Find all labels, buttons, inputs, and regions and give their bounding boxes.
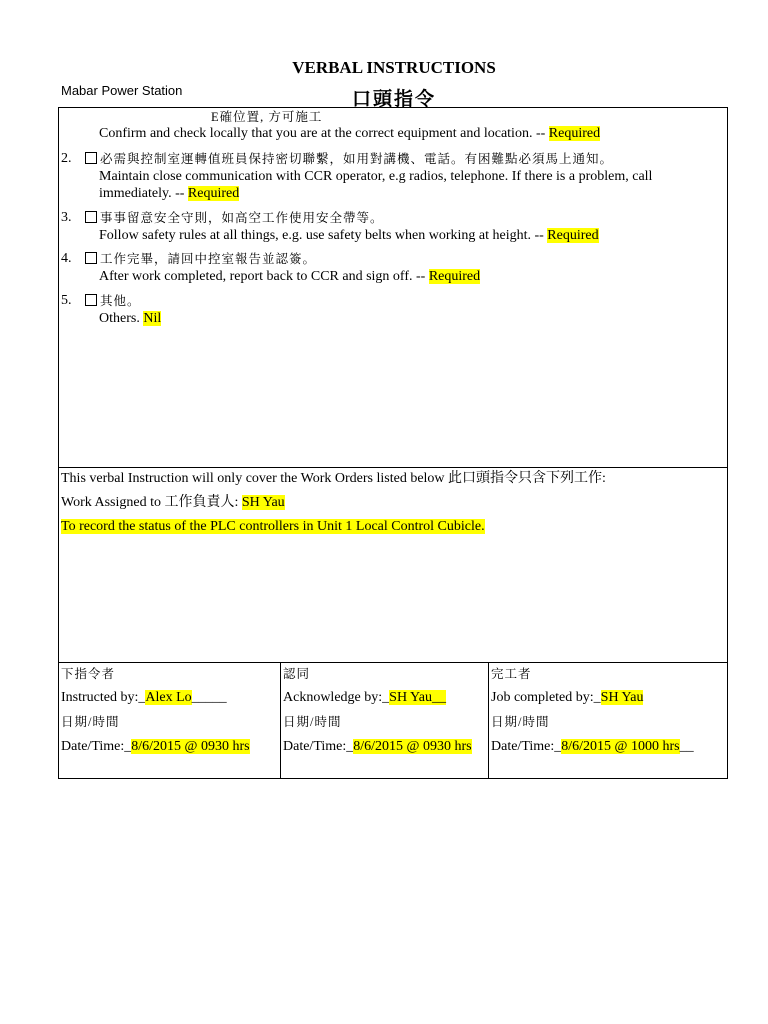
work-assigned bbox=[61, 494, 285, 511]
checkbox[interactable] bbox=[85, 211, 97, 223]
instruction-item-1-text: Confirm and check locally that you are at the correct equipment and location. -- bbox=[99, 126, 546, 141]
instruction-status: Required bbox=[547, 228, 599, 243]
sign-name-suffix: _____ bbox=[191, 690, 227, 705]
date-value: 8/6/2015 @ 0930 hrs bbox=[353, 739, 472, 754]
instruction-cjk: 事事留意安全守則，如高空工作使用安全帶等。 bbox=[100, 211, 384, 225]
signature-table bbox=[58, 662, 728, 779]
instruction-cjk: 其他。 bbox=[100, 294, 141, 308]
date-value: 8/6/2015 @ 0930 hrs bbox=[131, 739, 250, 754]
signature-instructed bbox=[59, 663, 280, 778]
sign-label: Instructed by:_ bbox=[61, 690, 146, 705]
instruction-cjk: 工作完畢，請回中控室報告並認簽。 bbox=[100, 252, 317, 266]
instruction-en-cont: immediately. -- bbox=[99, 186, 185, 201]
sign-name: Alex Lo bbox=[145, 690, 192, 705]
role-cjk: 認同 bbox=[283, 667, 311, 681]
coverage-text: This verbal Instruction will only cover the Work Orders listed below 此口頭指令只含下列工作: bbox=[61, 471, 606, 486]
instruction-status: Required bbox=[428, 269, 481, 284]
document-title: VERBAL INSTRUCTIONS bbox=[292, 58, 496, 77]
work-assigned-label: Work Assigned to 工作負責人: bbox=[61, 495, 239, 510]
station-name: Mabar Power Station bbox=[61, 83, 183, 98]
document-subtitle: 口頭指令 bbox=[351, 89, 436, 110]
date-cjk: 日期/時間 bbox=[491, 715, 550, 729]
instruction-en: After work completed, report back to CCR and sign off. -- bbox=[99, 269, 426, 284]
sign-name: SH Yau__ bbox=[389, 690, 446, 705]
date-suffix: __ bbox=[679, 739, 694, 754]
signature-completed bbox=[488, 663, 727, 778]
instruction-item-1-status: Required bbox=[548, 126, 601, 141]
instruction-status: Nil bbox=[143, 311, 162, 326]
sign-name: SH Yau bbox=[600, 690, 644, 705]
item-number: 5. bbox=[61, 293, 72, 308]
work-orders-box bbox=[58, 467, 728, 663]
date-label: Date/Time:_ bbox=[61, 739, 132, 754]
work-task: To record the status of the PLC controllers in Unit 1 Local Control Cubicle. bbox=[61, 519, 485, 534]
date-cjk: 日期/時間 bbox=[283, 715, 342, 729]
role-cjk: 下指令者 bbox=[61, 667, 116, 681]
checkbox[interactable] bbox=[85, 252, 97, 264]
signature-acknowledge bbox=[280, 663, 488, 778]
date-label: Date/Time:_ bbox=[283, 739, 354, 754]
item-number: 4. bbox=[61, 251, 72, 266]
date-value: 8/6/2015 @ 1000 hrs bbox=[561, 739, 680, 754]
instruction-cjk: 必需與控制室運轉值班員保持密切聯繫，如用對講機、電話。有困難點必須馬上通知。 bbox=[100, 152, 614, 166]
instruction-en: Others. bbox=[99, 311, 140, 326]
date-cjk: 日期/時間 bbox=[61, 715, 120, 729]
partial-cjk-line: E確位置, 方可施工 bbox=[211, 110, 323, 124]
item-number: 2. bbox=[61, 151, 72, 166]
role-cjk: 完工者 bbox=[491, 667, 532, 681]
instruction-item-1 bbox=[99, 125, 600, 142]
checkbox[interactable] bbox=[85, 294, 97, 306]
item-number: 3. bbox=[61, 210, 72, 225]
date-label: Date/Time:_ bbox=[491, 739, 562, 754]
sign-label: Acknowledge by:_ bbox=[283, 690, 390, 705]
sign-label: Job completed by:_ bbox=[491, 690, 601, 705]
checkbox[interactable] bbox=[85, 152, 97, 164]
instructions-box bbox=[58, 107, 728, 468]
instruction-en: Maintain close communication with CCR operator, e.g radios, telephone. If there is a problem, call bbox=[99, 169, 653, 184]
work-assigned-value: SH Yau bbox=[241, 495, 285, 510]
instruction-en: Follow safety rules at all things, e.g. use safety belts when working at height. -- bbox=[99, 228, 544, 243]
instruction-status: Required bbox=[187, 186, 240, 201]
